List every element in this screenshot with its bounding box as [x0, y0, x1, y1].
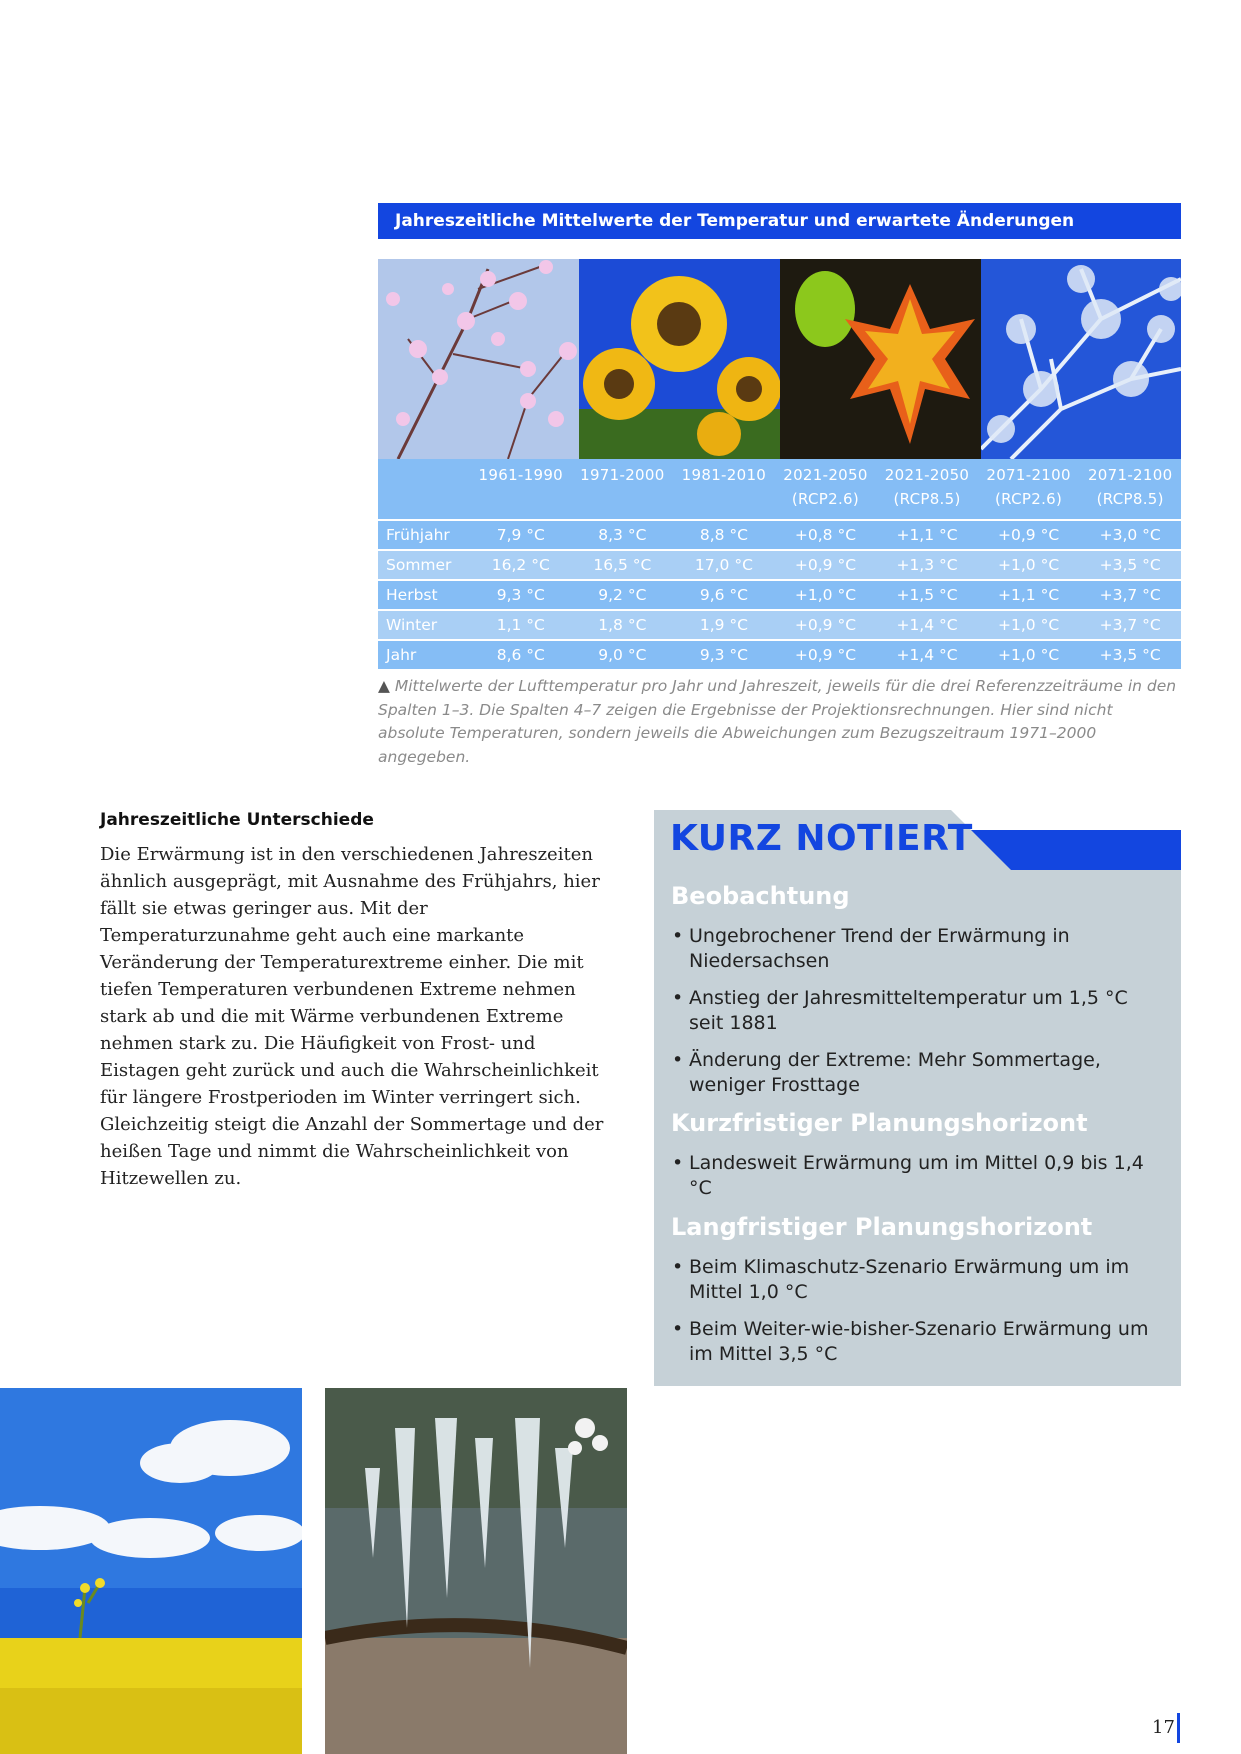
temperature-table: [378, 459, 1181, 669]
table-cell: 8,3 °C: [572, 519, 674, 549]
column-header-scenario: (RCP2.6): [791, 490, 860, 508]
season-photo-strip: [378, 259, 1181, 459]
column-header-period: 2071-2100: [1087, 466, 1173, 484]
table-cell: 8,8 °C: [673, 519, 775, 549]
box-list-item: [672, 1255, 1152, 1305]
table-cell: +3,5 °C: [1079, 639, 1181, 669]
box-list-item: [672, 924, 1152, 974]
bullet-icon: •: [672, 1152, 684, 1174]
bullet-icon: •: [672, 987, 684, 1009]
table-corner-cell: [378, 459, 470, 519]
box-list-item: [672, 986, 1152, 1036]
figure-title: Jahreszeitliche Mittelwerte der Temperatur und erwartete Änderungen: [378, 203, 1181, 239]
table-cell: +1,0 °C: [978, 639, 1080, 669]
section-body: Die Erwärmung ist in den verschiedenen Jahreszeiten ähnlich ausgeprägt, mit Ausnahme des Frühjahrs, hier fällt sie etwas geringer aus. Mit der Temperaturzunahme geht auch eine markante Veränderung der Temperaturextreme einher. Die mit tiefen Temperaturen verbundenen Extreme nehmen stark ab und die mit Wärme verbundenen Extreme nehmen stark zu. Die Häufigkeit von Frost- und Eistagen geht zurück und auch die Wahrscheinlichkeit für längere Frostperioden im Winter verringert sich. Gleichzeitig steigt die Anzahl der Sommertage und der heißen Tage und nimmt die Wahrscheinlichkeit von Hitzewellen zu.: [100, 844, 604, 1189]
bullet-icon: •: [672, 1049, 684, 1071]
table-cell: +1,0 °C: [978, 609, 1080, 639]
table-cell: 8,6 °C: [470, 639, 572, 669]
box-subheading: Langfristiger Planungshorizont: [671, 1213, 1093, 1241]
box-list-item-text: Landesweit Erwärmung um im Mittel 0,9 bis 1,4 °C: [689, 1152, 1144, 1199]
table-cell: +1,5 °C: [876, 579, 978, 609]
table-cell: 16,2 °C: [470, 549, 572, 579]
page-number: 17: [1152, 1717, 1175, 1738]
column-header: [978, 459, 1080, 519]
table-cell: +0,9 °C: [978, 519, 1080, 549]
table-cell: 7,9 °C: [470, 519, 572, 549]
column-header: [1079, 459, 1181, 519]
bullet-icon: •: [672, 1318, 684, 1340]
rapeseed-field-photo: [0, 1388, 302, 1754]
box-list-item-text: Anstieg der Jahresmitteltemperatur um 1,5 °C seit 1881: [689, 987, 1128, 1034]
column-header-period: 1971-2000: [580, 466, 665, 484]
table-cell: 16,5 °C: [572, 549, 674, 579]
row-label: Winter: [378, 609, 470, 639]
table-cell: +1,1 °C: [978, 579, 1080, 609]
column-header: [775, 459, 877, 519]
table-cell: +1,4 °C: [876, 639, 978, 669]
column-header-scenario: (RCP8.5): [893, 490, 961, 508]
table-cell: +0,9 °C: [775, 549, 877, 579]
box-list-item-text: Beim Weiter-wie-bisher-Szenario Erwärmung um im Mittel 3,5 °C: [689, 1318, 1149, 1365]
column-header-period: 1961-1990: [478, 466, 564, 484]
table-cell: 17,0 °C: [673, 549, 775, 579]
table-cell: +0,9 °C: [775, 609, 877, 639]
row-label: Sommer: [378, 549, 470, 579]
table-cell: +3,5 °C: [1079, 549, 1181, 579]
table-row: [378, 549, 1181, 579]
row-label: Frühjahr: [378, 519, 470, 549]
table-cell: +3,7 °C: [1079, 579, 1181, 609]
caption-text: Mittelwerte der Lufttemperatur pro Jahr und Jahreszeit, jeweils für die drei Referenzzeiträume in den Spalten 1–3. Die Spalten 4–7 zeigen die Ergebnisse der Projektionsrechnungen. Hier sind nicht absolute Temperaturen, sondern jeweils die Abweichungen zum Bezugszeitraum 1971–2000 angegeben.: [378, 677, 1177, 766]
column-header-scenario: (RCP2.6): [995, 490, 1063, 508]
table-cell: +3,7 °C: [1079, 609, 1181, 639]
box-subheading: Kurzfristiger Planungshorizont: [671, 1109, 1088, 1137]
table-row: [378, 609, 1181, 639]
page-number-bar: [1177, 1713, 1180, 1743]
row-label: Jahr: [378, 639, 470, 669]
table-cell: +0,8 °C: [775, 519, 877, 549]
column-header: [673, 459, 775, 519]
table-row: [378, 579, 1181, 609]
table-cell: +1,3 °C: [876, 549, 978, 579]
box-list-item: [672, 1048, 1152, 1098]
column-header: [876, 459, 978, 519]
bullet-icon: •: [672, 1256, 684, 1278]
table-cell: +1,0 °C: [775, 579, 877, 609]
table-cell: +1,4 °C: [876, 609, 978, 639]
box-title: KURZ NOTIERT: [670, 818, 973, 859]
table-cell: 1,1 °C: [470, 609, 572, 639]
table-cell: 9,2 °C: [572, 579, 674, 609]
column-header-period: 1981-2010: [681, 466, 767, 484]
row-label: Herbst: [378, 579, 470, 609]
table-cell: 9,6 °C: [673, 579, 775, 609]
bullet-icon: •: [672, 925, 684, 947]
table-header-row: [378, 459, 1181, 519]
column-header-period: 2021-2050: [783, 466, 868, 484]
box-list-item-text: Ungebrochener Trend der Erwärmung in Niedersachsen: [689, 925, 1070, 972]
column-header: [470, 459, 572, 519]
table-cell: 9,3 °C: [470, 579, 572, 609]
spring-blossom-photo: [378, 259, 579, 459]
column-header-period: 2021-2050: [884, 466, 970, 484]
winter-frost-tree-photo: [981, 259, 1181, 459]
column-header-period: 2071-2100: [986, 466, 1071, 484]
table-cell: 1,8 °C: [572, 609, 674, 639]
table-cell: +1,0 °C: [978, 549, 1080, 579]
figure-caption: [378, 675, 1183, 769]
autumn-leaves-photo: [780, 259, 981, 459]
column-header: [572, 459, 674, 519]
table-cell: +0,9 °C: [775, 639, 877, 669]
box-list-item: [672, 1151, 1152, 1201]
sunflowers-photo: [579, 259, 780, 459]
box-list-item: [672, 1317, 1152, 1367]
table-cell: +3,0 °C: [1079, 519, 1181, 549]
caption-triangle-icon: ▲: [378, 677, 390, 695]
table-cell: 9,3 °C: [673, 639, 775, 669]
column-header-scenario: (RCP8.5): [1096, 490, 1164, 508]
table-cell: 9,0 °C: [572, 639, 674, 669]
box-list-item-text: Beim Klimaschutz-Szenario Erwärmung um im Mittel 1,0 °C: [689, 1256, 1130, 1303]
table-cell: +1,1 °C: [876, 519, 978, 549]
table-cell: 1,9 °C: [673, 609, 775, 639]
section-title: Jahreszeitliche Unterschiede: [100, 810, 374, 830]
box-subheading: Beobachtung: [671, 882, 850, 910]
box-list-item-text: Änderung der Extreme: Mehr Sommertage, weniger Frosttage: [689, 1049, 1101, 1096]
icicles-photo: [325, 1388, 627, 1754]
table-row: [378, 519, 1181, 549]
table-row: [378, 639, 1181, 669]
